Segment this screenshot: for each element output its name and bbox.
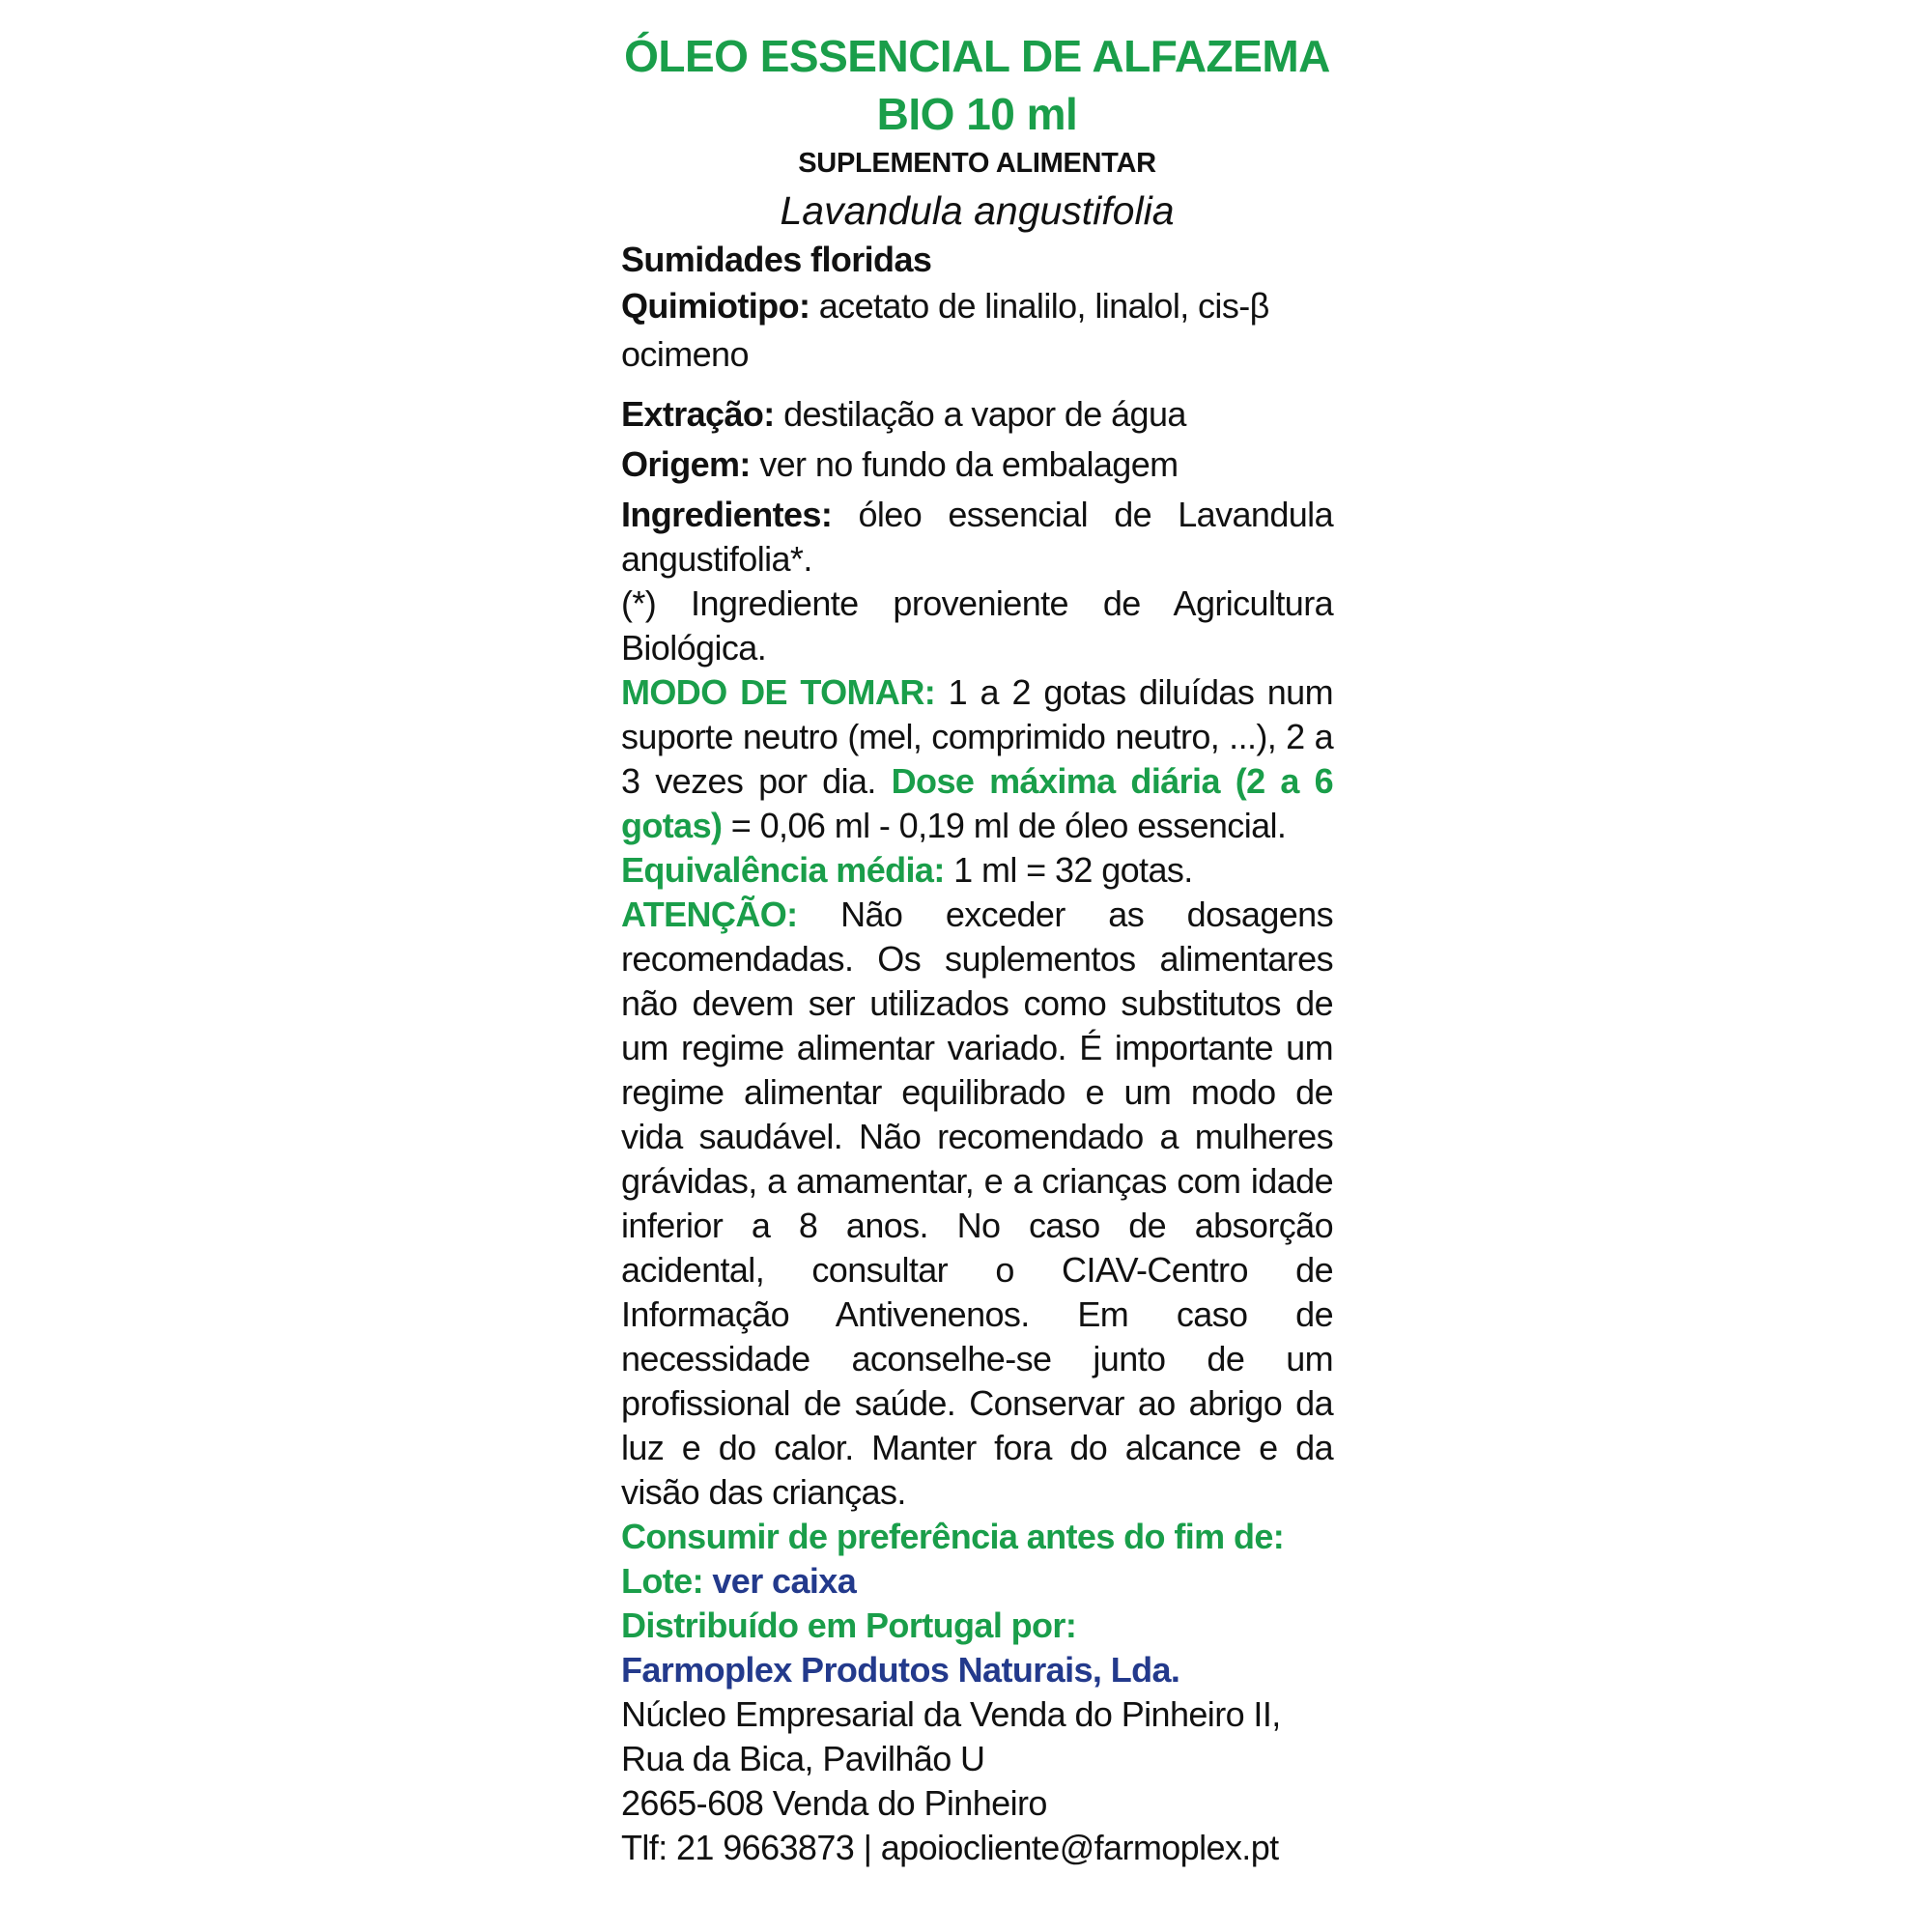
address-line2: Rua da Bica, Pavilhão U xyxy=(621,1739,985,1778)
chemotype xyxy=(621,282,1333,379)
warning-label: ATENÇÃO: xyxy=(621,895,798,934)
equivalence-label: Equivalência média: xyxy=(621,850,945,890)
address-line1: Núcleo Empresarial da Venda do Pinheiro II, xyxy=(621,1694,1281,1734)
ingredients-label: Ingredientes: xyxy=(621,495,833,534)
chemotype-value: acetato de linalilo, linalol, cis-β ocimeno xyxy=(621,286,1269,374)
extraction-value: destilação a vapor de água xyxy=(774,394,1186,434)
address xyxy=(621,1692,1333,1870)
contact-info: Tlf: 21 9663873 | apoiocliente@farmoplex.pt xyxy=(621,1828,1279,1867)
lot xyxy=(621,1559,1333,1604)
product-title-line2: BIO 10 ml xyxy=(876,89,1078,139)
warning-text: Não exceder as dosagens recomendadas. Os suplementos alimentares não devem ser utilizados como substitutos de um regime alimentar variado. É importante um regime alimentar equilibrado e um modo de vida saudável. Não recomendado a mulheres grávidas, a amamentar, e a crianças com idade inferior a 8 anos. No caso de absorção acidental, consultar o CIAV-Centro de Informação Antivenenos. Em caso de necessidade aconselhe-se junto de um profissional de saúde. Conservar ao abrigo da luz e do calor. Manter fora do alcance e da visão das crianças. xyxy=(621,895,1333,1512)
distributed-label: Distribuído em Portugal por: xyxy=(621,1605,1077,1645)
origin-label: Origem: xyxy=(621,444,751,484)
best-before xyxy=(621,1515,1333,1559)
ingredients-value: óleo essencial de Lavandula angustifolia*. xyxy=(621,495,1333,579)
latin-name: Lavandula angustifolia xyxy=(780,188,1175,233)
usage-text: 1 a 2 gotas diluídas num suporte neutro (mel, comprimido neutro, ...), 2 a 3 vezes por dia. xyxy=(621,672,1333,801)
chemotype-label: Quimiotipo: xyxy=(621,286,810,326)
product-category: SUPLEMENTO ALIMENTAR xyxy=(798,148,1156,179)
equivalence-value: 1 ml = 32 gotas. xyxy=(944,850,1193,890)
extraction xyxy=(621,392,1333,437)
address-line3: 2665-608 Venda do Pinheiro xyxy=(621,1783,1047,1823)
ingredients-note: (*) Ingrediente proveniente de Agricultura Biológica. xyxy=(621,583,1333,668)
origin-value: ver no fundo da embalagem xyxy=(750,444,1179,484)
ingredients xyxy=(621,493,1333,582)
product-title-line1: ÓLEO ESSENCIAL DE ALFAZEMA xyxy=(624,31,1330,81)
lot-label: Lote: xyxy=(621,1561,703,1601)
warning xyxy=(621,893,1333,1515)
max-dose-value: = 0,06 ml - 0,19 ml de óleo essencial. xyxy=(722,806,1287,845)
usage xyxy=(621,670,1333,893)
plant-part: Sumidades floridas xyxy=(621,240,932,279)
company-name: Farmoplex Produtos Naturais, Lda. xyxy=(621,1650,1180,1690)
product-title xyxy=(621,27,1333,143)
max-dose-label: Dose máxima diária (2 a 6 gotas) xyxy=(621,761,1334,845)
origin xyxy=(621,442,1333,487)
extraction-label: Extração: xyxy=(621,394,775,434)
best-before-label: Consumir de preferência antes do fim de: xyxy=(621,1517,1285,1556)
product-label xyxy=(621,27,1333,1870)
usage-label: MODO DE TOMAR: xyxy=(621,672,936,712)
distributed-by xyxy=(621,1604,1333,1648)
lot-value: ver caixa xyxy=(702,1561,857,1601)
